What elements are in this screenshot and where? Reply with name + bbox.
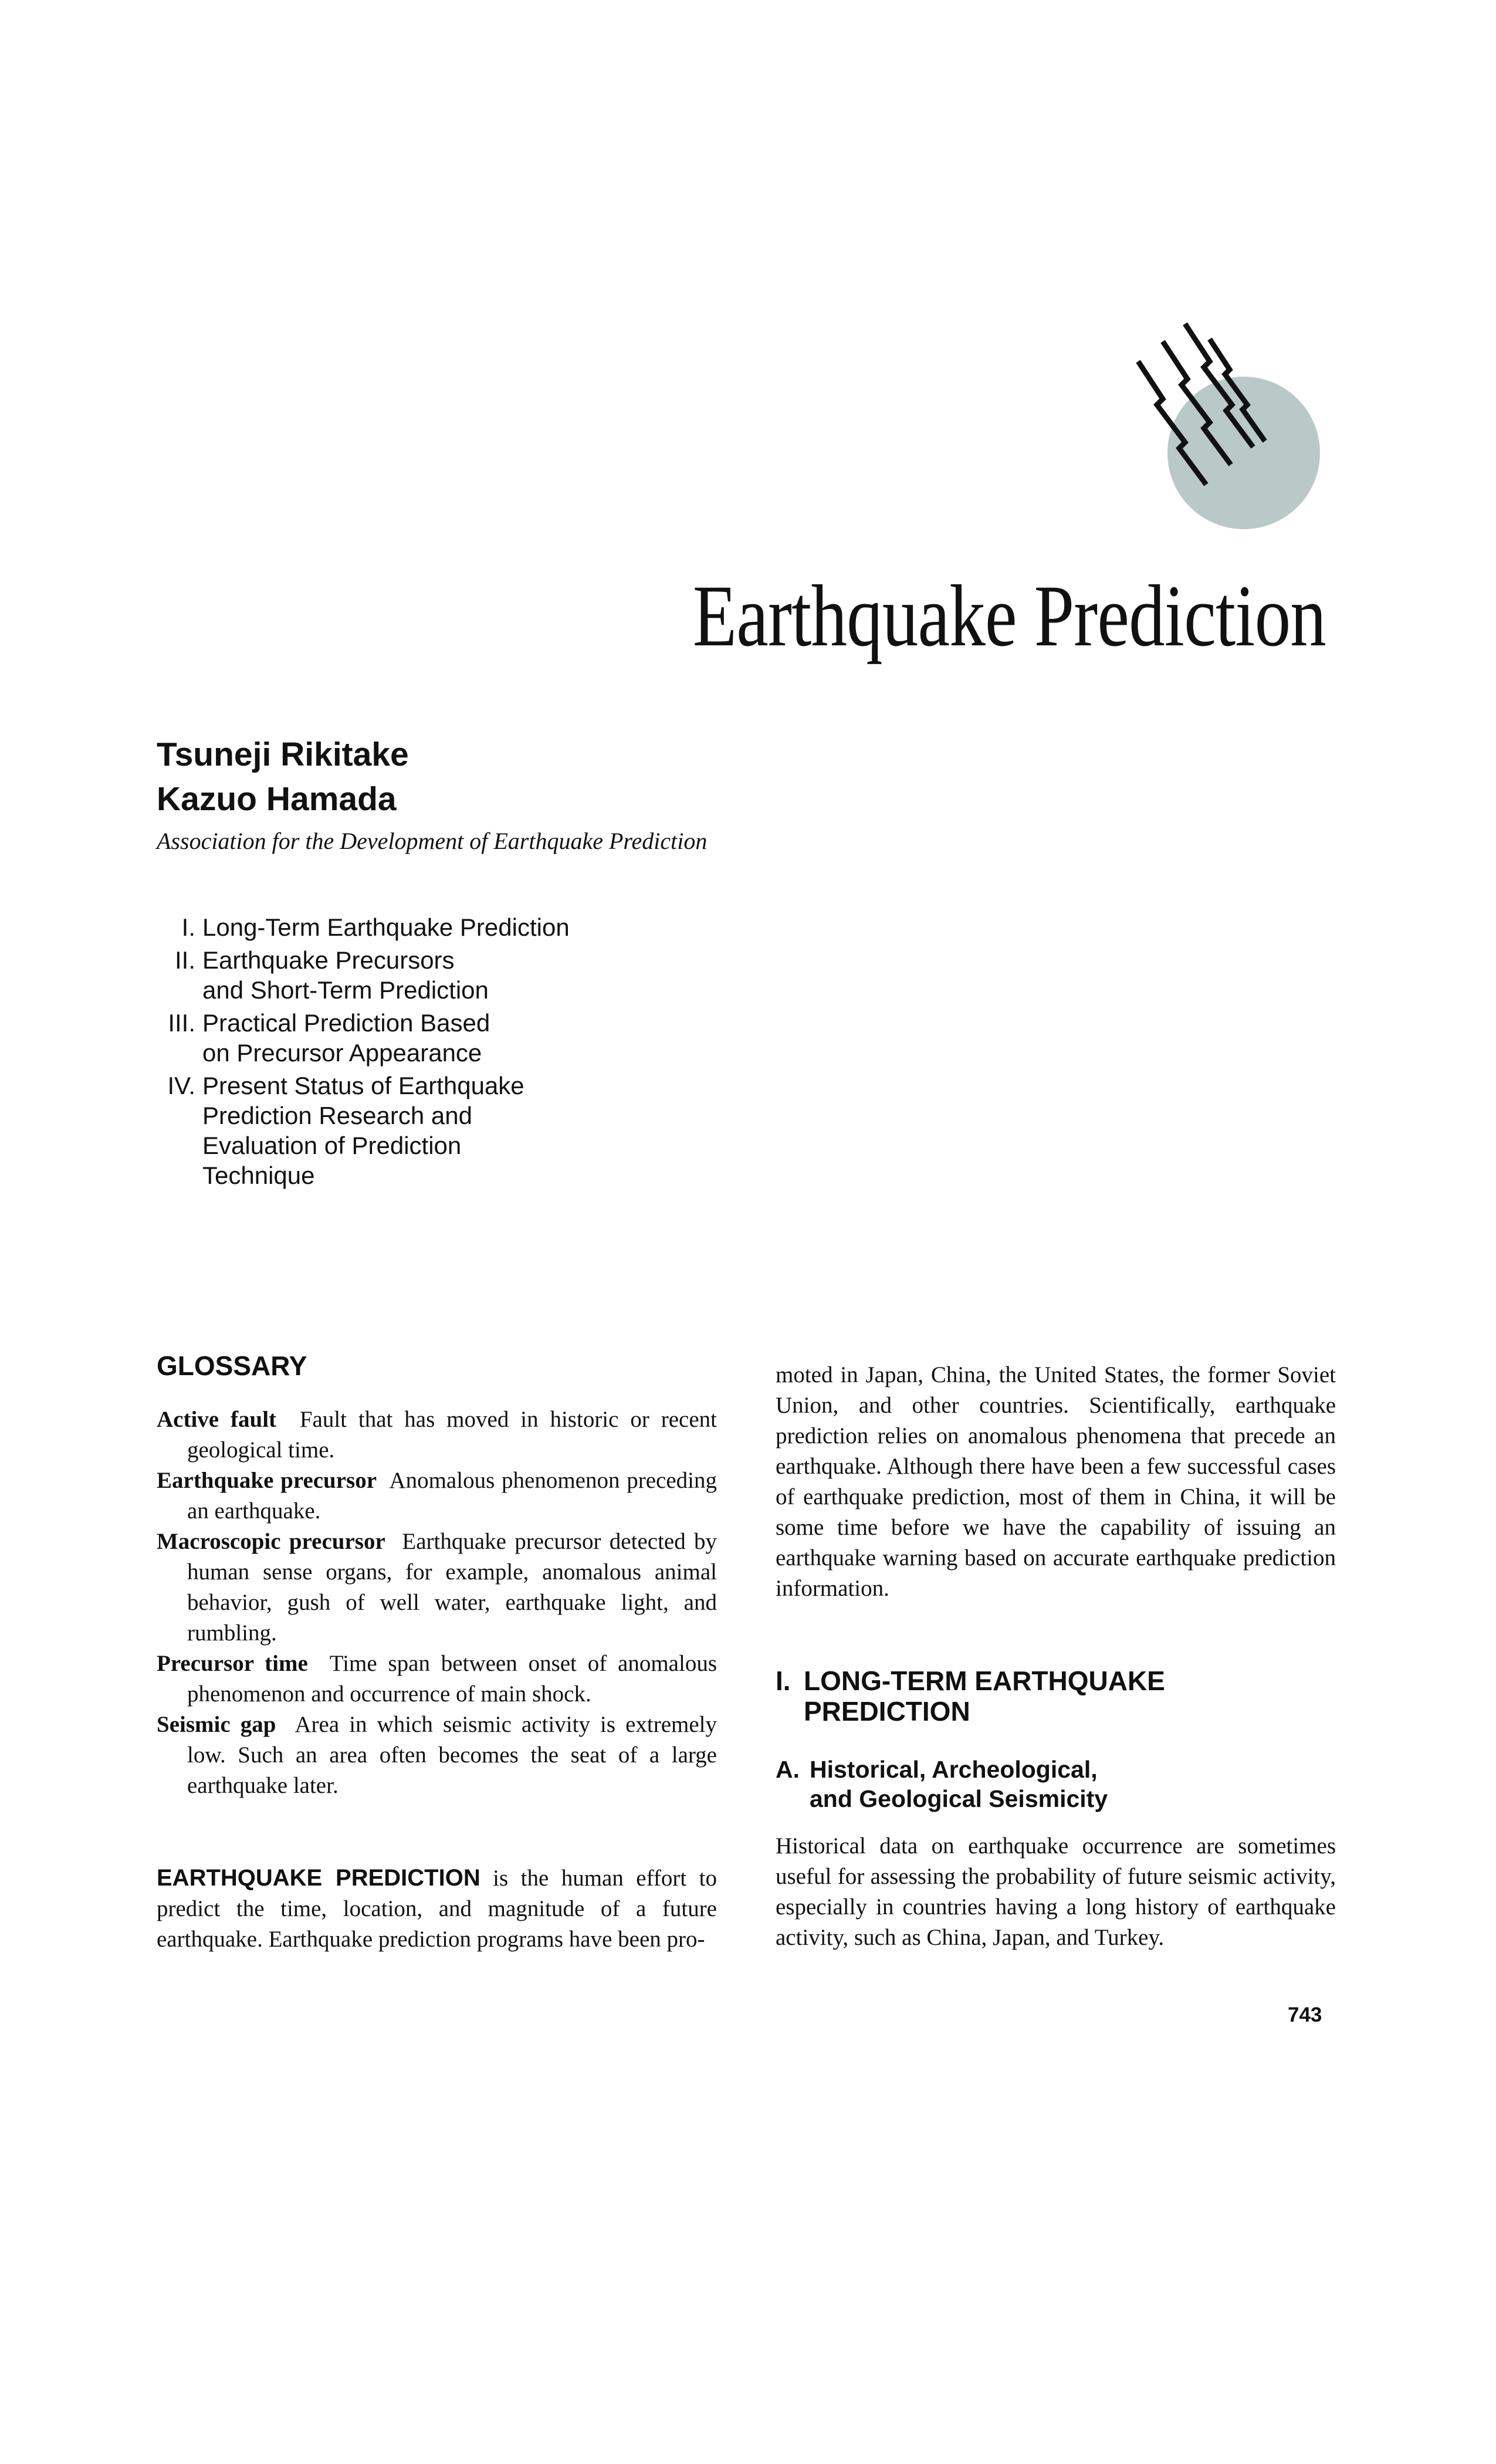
glossary-term: Seismic gap [157, 1712, 276, 1737]
glossary-entry [157, 1649, 717, 1710]
intro-continuation: moted in Japan, China, the United States, the former Soviet Union, and other countries. Scientifically, earthquake prediction relies on anomalous phenomena that precede an earthquake. Although there have been a few successful cases of earthquake prediction, most of them in China, it will be some time before we have the capability of issuing an earthquake warning based on accurate earthquake prediction information. [776, 1362, 1336, 1601]
page-number: 743 [1288, 2003, 1322, 2026]
toc-text: Practical Prediction Based on Precursor Appearance [202, 1009, 490, 1067]
toc-text: Long-Term Earthquake Prediction [202, 913, 570, 941]
glossary-term: Earthquake precursor [157, 1468, 377, 1493]
subsection-title: Historical, Archeological, and Geological Seismicity [810, 1756, 1108, 1812]
section-heading [776, 1666, 1336, 1727]
toc-number: IV. [167, 1072, 195, 1099]
glossary-definition: Anomalous phenomenon preceding an earthquake. [187, 1468, 717, 1524]
author-name: Kazuo Hamada [157, 780, 397, 818]
glossary-entry [157, 1465, 717, 1527]
toc-item [150, 945, 619, 1005]
section-title: LONG-TERM EARTHQUAKE PREDICTION [804, 1666, 1165, 1727]
intro-body: is the human effort to predict the time, location, and magnitude of a future earthquake. Earthquake prediction programs have been pro- [157, 1866, 717, 1952]
section-number: I. [776, 1666, 791, 1696]
toc-number: III. [168, 1009, 195, 1037]
left-column [157, 1349, 717, 1955]
toc-item [150, 1071, 619, 1190]
glossary-term: Active fault [157, 1407, 277, 1432]
toc-text: Earthquake Precursors and Short-Term Prediction [202, 946, 489, 1004]
toc-item [150, 1008, 619, 1068]
intro-lead: EARTHQUAKE PREDICTION [157, 1865, 480, 1891]
table-of-contents [150, 912, 619, 1193]
glossary-heading: GLOSSARY [157, 1351, 307, 1381]
glossary-entry [157, 1404, 717, 1465]
glossary-entry [157, 1710, 717, 1801]
glossary-term: Macroscopic precursor [157, 1529, 385, 1554]
author-affiliation: Association for the Development of Earthquake Prediction [157, 828, 708, 854]
earthquake-logo-icon [1126, 317, 1338, 540]
toc-text: Present Status of Earthquake Prediction Research and Evaluation of Prediction Technique [202, 1072, 524, 1189]
glossary-definition: Earthquake precursor detected by human sense organs, for example, anomalous animal behavior, gush of well water, earthquake light, and rumbling. [187, 1529, 717, 1646]
glossary-entry [157, 1527, 717, 1649]
glossary-term: Precursor time [157, 1651, 308, 1676]
subsection-heading [776, 1755, 1336, 1813]
glossary-definition: Fault that has moved in historic or recent geological time. [187, 1407, 717, 1463]
right-column [776, 1360, 1336, 1953]
toc-item [150, 912, 619, 942]
article-title: Earthquake Prediction [692, 567, 1326, 665]
intro-paragraph [157, 1863, 717, 1955]
author-name: Tsuneji Rikitake [157, 736, 409, 773]
subsection-body: Historical data on earthquake occurrence are sometimes useful for assessing the probability of future seismic activity, especially in countries having a long history of earthquake activity, such as China, Japan, and Turkey. [776, 1833, 1336, 1950]
glossary-definition: Area in which seismic activity is extremely low. Such an area often becomes the seat of a large earthquake later. [187, 1712, 717, 1798]
subsection-number: A. [776, 1756, 800, 1783]
toc-number: II. [174, 946, 195, 974]
toc-number: I. [181, 913, 195, 941]
author-block [157, 732, 707, 859]
glossary-definition: Time span between onset of anomalous phenomenon and occurrence of main shock. [187, 1651, 717, 1707]
